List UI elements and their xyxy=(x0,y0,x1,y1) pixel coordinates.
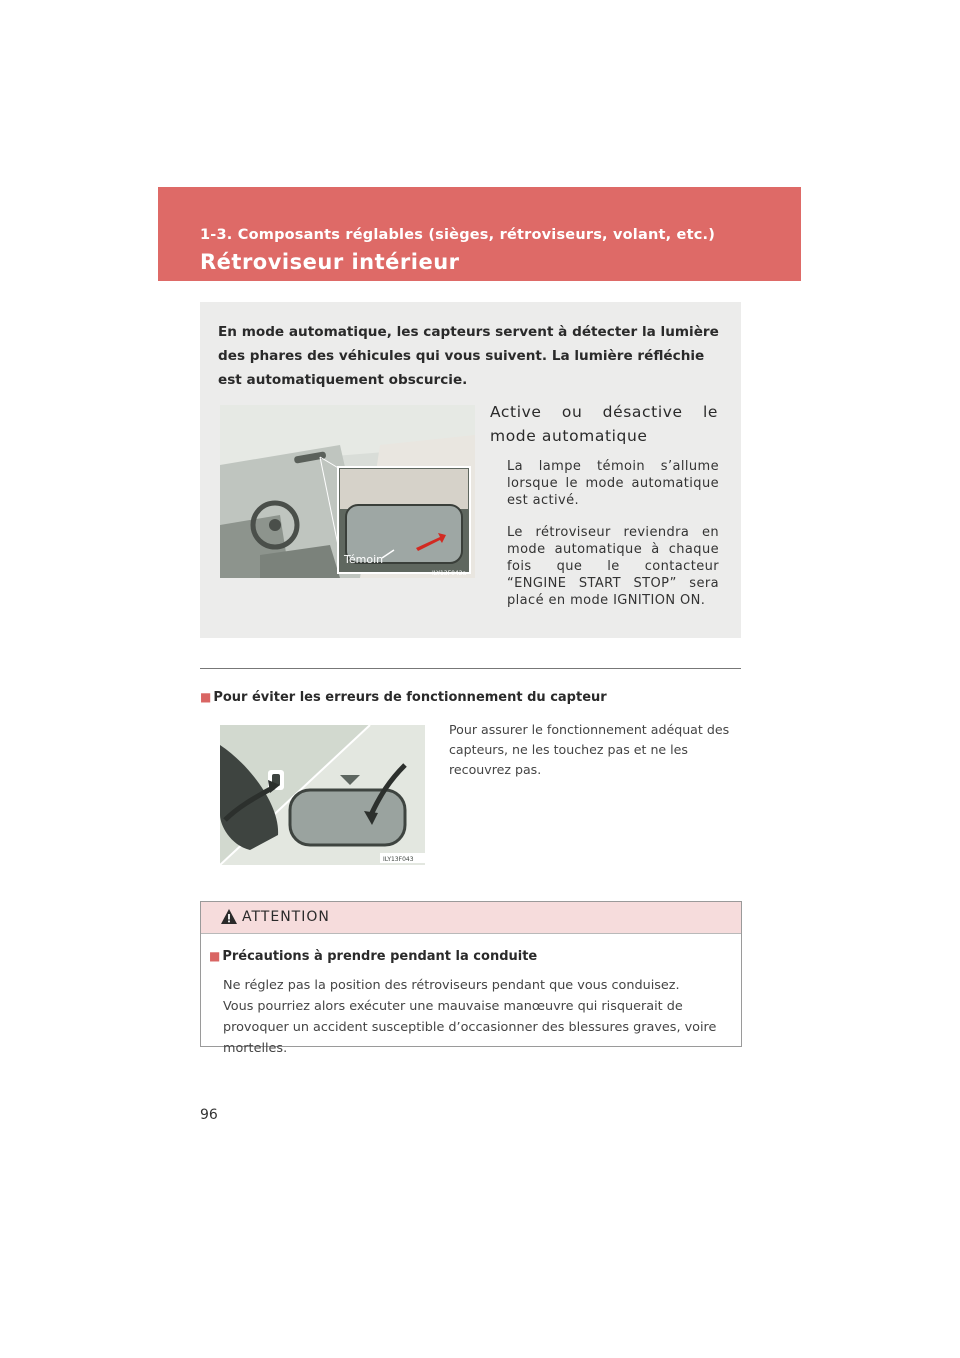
sensor-heading: ■ Pour éviter les erreurs de fonctionnement du capteur xyxy=(200,690,607,705)
figure-code: ILY13F042a xyxy=(432,570,467,577)
page-title: Rétroviseur intérieur xyxy=(200,250,460,274)
rearview-mirror-illustration xyxy=(220,405,475,578)
warning-line-2: Vous pourriez alors exécuter une mauvaise manœuvre qui risquerait de provoquer un accident susceptible d’occasionner des blessures graves, voire mortelles. xyxy=(223,999,717,1056)
warning-body xyxy=(223,975,738,1059)
warning-label: ATTENTION xyxy=(242,909,330,925)
warning-box xyxy=(200,901,742,1056)
auto-mode-title: Active ou désactive le mode automatique xyxy=(490,403,718,445)
figure-code: ILY13F043 xyxy=(383,856,414,863)
bullet-square-icon: ■ xyxy=(209,949,221,963)
section-title: 1-3. Composants réglables (sièges, rétroviseurs, volant, etc.) xyxy=(200,227,716,243)
auto-mode-para-1: La lampe témoin s’allume lorsque le mode automatique est activé. xyxy=(507,459,719,508)
sensor-illustration xyxy=(220,725,425,865)
warning-header xyxy=(201,902,741,934)
page-number: 96 xyxy=(200,1107,218,1123)
intro-text: En mode automatique, les capteurs servent à détecter la lumière des phares des véhicules qui vous suivent. La lumière réfléchie est automatiquement obscurcie. xyxy=(218,324,719,388)
chapter-header xyxy=(158,187,801,281)
info-box xyxy=(200,302,741,638)
warning-line-1: Ne réglez pas la position des rétroviseurs pendant que vous conduisez. xyxy=(223,978,680,993)
divider xyxy=(200,668,741,669)
bullet-square-icon: ■ xyxy=(200,690,212,704)
auto-mode-para-2: Le rétroviseur reviendra en mode automatique à chaque fois que le contacteur “ENGINE START STOP” sera placé en mode IGNITION ON. xyxy=(507,525,719,608)
indicator-label: Témoin xyxy=(344,553,384,566)
sensor-text: Pour assurer le fonctionnement adéquat des capteurs, ne les touchez pas et ne les recouvrez pas. xyxy=(449,722,730,777)
warning-subheading: ■ Précautions à prendre pendant la conduite xyxy=(209,949,538,964)
warning-icon xyxy=(220,908,238,925)
